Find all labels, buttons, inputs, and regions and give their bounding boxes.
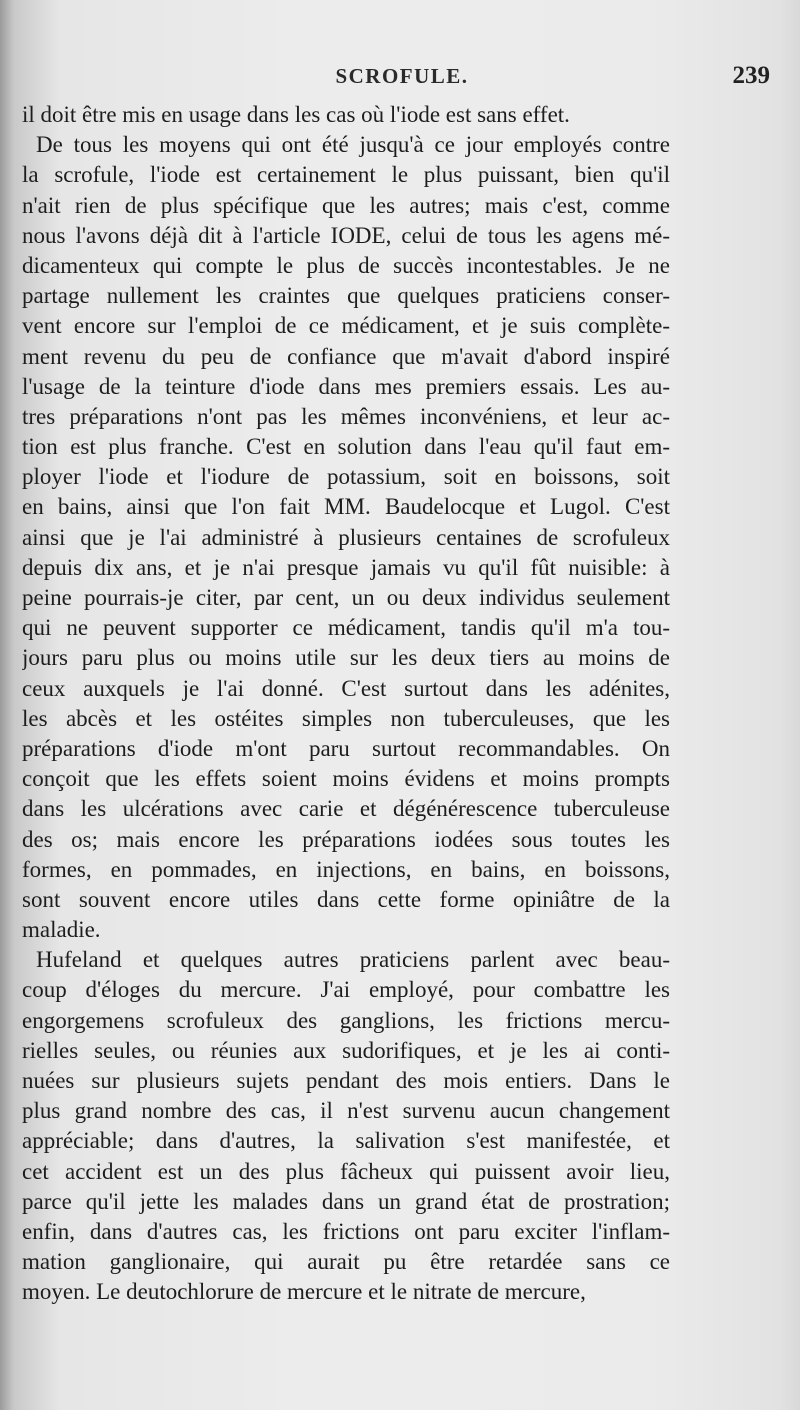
text-line: depuis dix ans, et je n'ai presque jamais vu qu'il fût nuisible: à	[22, 554, 670, 580]
page-header	[22, 64, 782, 96]
text-line: nous l'avons déjà dit à l'article IODE, celui de tous les agens mé-	[22, 222, 670, 248]
text-line: Hufeland et quelques autres praticiens parlent avec beau-	[36, 947, 670, 973]
text-line: en bains, ainsi que l'on fait MM. Baudelocque et Lugol. C'est	[22, 494, 670, 520]
text-line: cet accident est un des plus fâcheux qui puissent avoir lieu,	[22, 1158, 670, 1184]
text-line: la scrofule, l'iode est certainement le plus puissant, bien qu'il	[22, 162, 670, 188]
text-line: les abcès et les ostéites simples non tuberculeuses, que les	[22, 705, 670, 731]
running-head: SCROFULE.	[335, 64, 469, 88]
text-line: n'ait rien de plus spécifique que les autres; mais c'est, comme	[22, 192, 670, 218]
text-line: tion est plus franche. C'est en solution dans l'eau qu'il faut em-	[22, 434, 670, 460]
text-line: des os; mais encore les préparations iodées sous toutes les	[22, 826, 670, 852]
text-line: ployer l'iode et l'iodure de potassium, soit en boissons, soit	[22, 464, 670, 490]
body-text	[22, 100, 670, 1308]
text-line: il doit être mis en usage dans les cas où l'iode est sans effet.	[22, 102, 570, 127]
text-line: ainsi que je l'ai administré à plusieurs centaines de scrofuleux	[22, 524, 670, 550]
text-line: engorgemens scrofuleux des ganglions, les frictions mercu-	[22, 1007, 670, 1033]
text-line: jours paru plus ou moins utile sur les deux tiers au moins de	[22, 645, 670, 671]
text-line: ment revenu du peu de confiance que m'avait d'abord inspiré	[22, 343, 670, 369]
text-line: enfin, dans d'autres cas, les frictions ont paru exciter l'inflam-	[22, 1218, 670, 1244]
text-line: plus grand nombre des cas, il n'est survenu aucun changement	[22, 1098, 670, 1124]
text-line: sont souvent encore utiles dans cette forme opiniâtre de la	[22, 886, 670, 912]
text-line: qui ne peuvent supporter ce médicament, tandis qu'il m'a tou-	[22, 615, 670, 641]
text-line: appréciable; dans d'autres, la salivation s'est manifestée, et	[22, 1128, 670, 1154]
text-line: formes, en pommades, en injections, en bains, en boissons,	[22, 856, 670, 882]
text-line: maladie.	[22, 917, 101, 943]
text-line: coup d'éloges du mercure. J'ai employé, pour combattre les	[22, 977, 670, 1003]
text-line: moyen. Le deutochlorure de mercure et le nitrate de mercure,	[22, 1279, 586, 1305]
text-line: conçoit que les effets soient moins évidens et moins prompts	[22, 766, 670, 792]
text-line: dicamenteux qui compte le plus de succès incontestables. Je ne	[22, 252, 670, 278]
text-line: mation ganglionaire, qui aurait pu être retardée sans ce	[22, 1249, 670, 1275]
text-line: partage nullement les craintes que quelques praticiens conser-	[22, 283, 670, 309]
text-line: peine pourrais-je citer, par cent, un ou deux individus seulement	[22, 585, 670, 610]
text-line: tres préparations n'ont pas les mêmes inconvéniens, et leur ac-	[22, 403, 670, 429]
text-line: l'usage de la teinture d'iode dans mes premiers essais. Les au-	[22, 373, 670, 399]
page-number: 239	[732, 62, 770, 89]
text-line: vent encore sur l'emploi de ce médicament, et je suis complète-	[22, 313, 670, 339]
text-line: dans les ulcérations avec carie et dégénérescence tuberculeuse	[22, 796, 670, 822]
text-line: préparations d'iode m'ont paru surtout recommandables. On	[22, 735, 670, 761]
text-line: ceux auxquels je l'ai donné. C'est surtout dans les adénites,	[22, 675, 670, 701]
text-line: rielles seules, ou réunies aux sudorifiques, et je les ai conti-	[22, 1037, 670, 1063]
text-line: De tous les moyens qui ont été jusqu'à ce jour employés contre	[36, 132, 670, 158]
text-line: parce qu'il jette les malades dans un grand état de prostration;	[22, 1188, 670, 1214]
text-line: nuées sur plusieurs sujets pendant des mois entiers. Dans le	[22, 1068, 670, 1093]
